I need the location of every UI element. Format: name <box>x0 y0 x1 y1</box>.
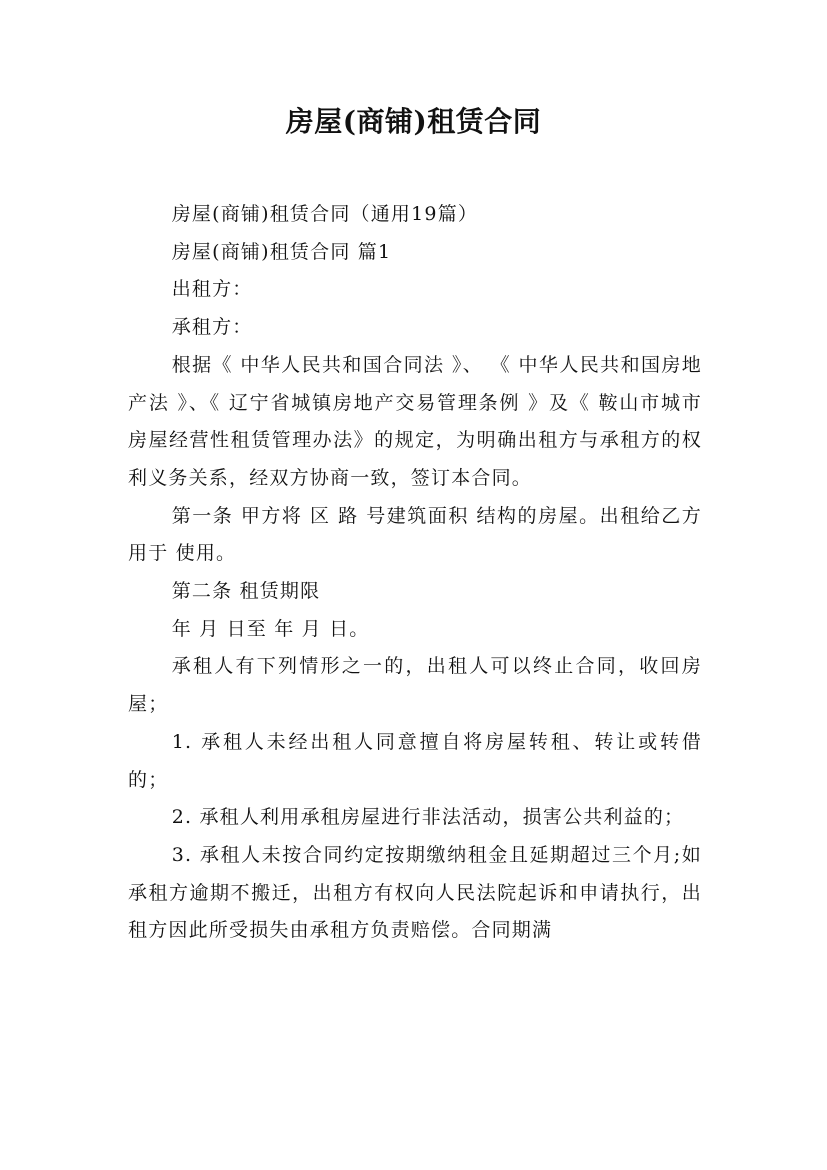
clause-2-paragraph: 2. 承租人利用承租房屋进行非法活动，损害公共利益的； <box>171 806 685 829</box>
section-heading: 房屋(商铺)租赁合同 篇1 <box>171 240 392 263</box>
document-title: 房屋(商铺)租赁合同 <box>285 105 542 138</box>
article-one-paragraph: 第一条 甲方将 区 路 号建筑面积 结构的房屋。出租给乙方用于 使用。 <box>128 504 702 565</box>
clause-3-paragraph: 3. 承租人未按合同约定按期缴纳租金且延期超过三个月;如承租方逾期不搬迁，出租方有权向人民法院起诉和申请执行，出租方因此所受损失由承租方负责赔偿。合同期满 <box>128 843 702 942</box>
lessor-line: 出租方： <box>171 278 253 301</box>
preamble-paragraph: 根据《 中华人民共和国合同法 》、 《 中华人民共和国房地产法 》、《 辽宁省城镇房地产交易管理条例 》及《 鞍山市城市房屋经营性租赁管理办法》的规定，为明确出租方与承租方的权利义务关系，经双方协商一致，签订本合同。 <box>128 353 702 489</box>
document-body <box>128 196 702 950</box>
subtitle-line: 房屋(商铺)租赁合同（通用19篇） <box>171 203 479 225</box>
clause-1-paragraph: 1. 承租人未经出租人同意擅自将房屋转租、转让或转借的； <box>128 730 702 791</box>
article-two-heading: 第二条 租赁期限 <box>171 580 321 603</box>
termination-intro-paragraph: 承租人有下列情形之一的，出租人可以终止合同，收回房屋； <box>128 655 702 716</box>
lessee-line: 承租方： <box>171 316 253 339</box>
lease-term-paragraph: 年 月 日至 年 月 日。 <box>171 617 370 640</box>
